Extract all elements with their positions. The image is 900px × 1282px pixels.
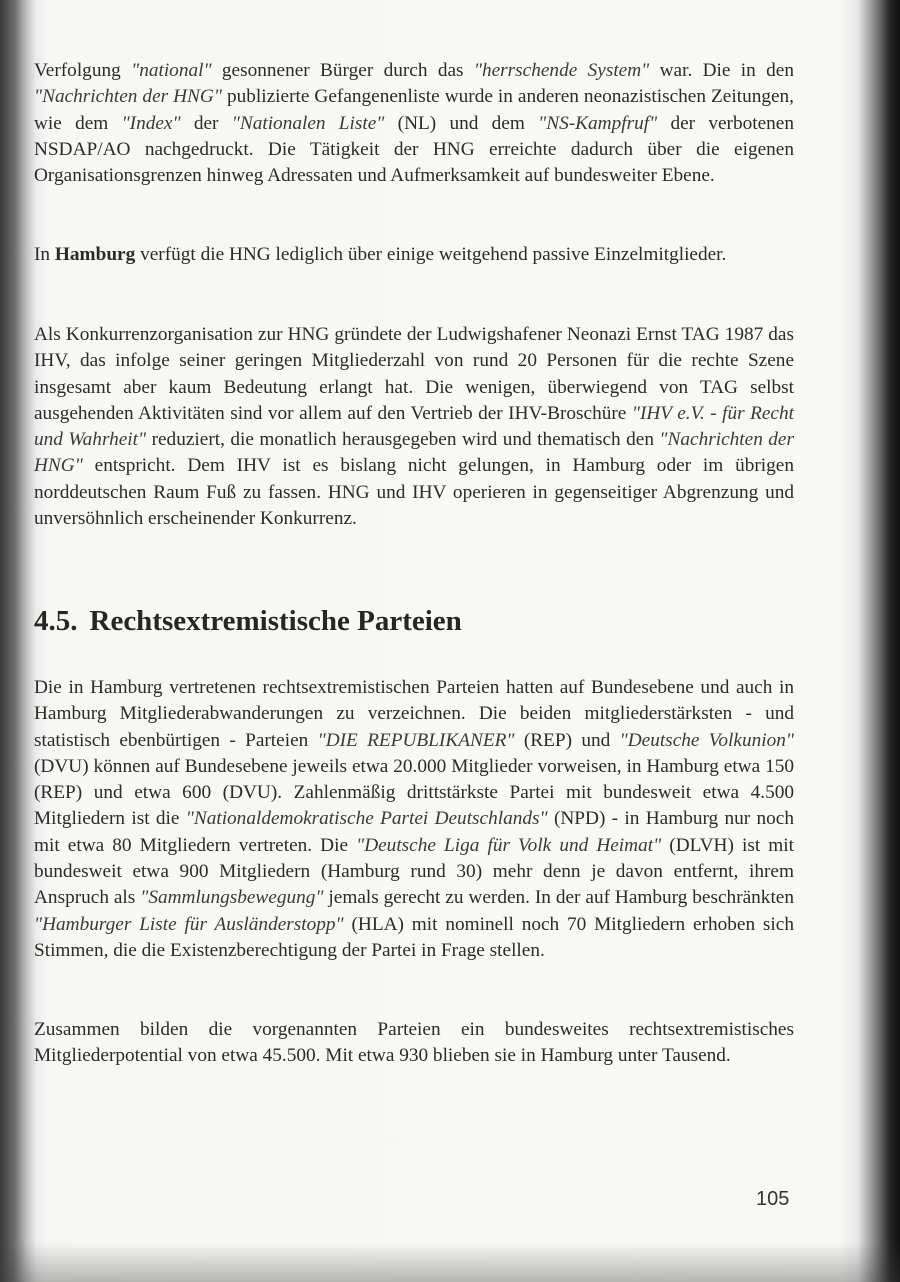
section-number: 4.5. — [34, 605, 78, 637]
page-number: 105 — [756, 1188, 790, 1210]
paragraph-hamburg-hng: In Hamburg verfügt die HNG lediglich über einige weitgehend passive Einzelmitglieder. — [34, 244, 727, 265]
paragraph-summary: Zusammen bilden die vorgenannten Parteien ein bundesweites rechtsextremistisches Mitgliederpotential von etwa 45.500. Mit etwa 930 blieben sie in Hamburg unter Tausend. — [34, 1019, 794, 1067]
section-heading — [34, 605, 474, 638]
scan-shadow — [0, 1242, 900, 1282]
section-title: Rechtsextremistische Parteien — [89, 605, 462, 637]
paragraph-parties: Die in Hamburg vertretenen rechtsextremistischen Parteien hatten auf Bundesebene und auch in Hamburg Mitgliederabwanderungen zu verzeichnen. Die beiden mitgliederstärksten - und statistisch ebenbürtigen - Parteien "DIE REPUBLIKANER" (REP) und "Deutsche Volkunion" (DVU) können auf Bundesebene jeweils etwa 20.000 Mitglieder vorweisen, in Hamburg etwa 150 (REP) und etwa 600 (DVU). Zahlenmäßig drittstärkste Partei mit bundesweit etwa 4.500 Mitgliedern ist die "Nationaldemokratische Partei Deutschlands" (NPD) - in Hamburg nur noch mit etwa 80 Mitgliedern vertreten. Die "Deutsche Liga für Volk und Heimat" (DLVH) ist mit bundesweit etwa 900 Mitgliedern (Hamburg rund 30) mehr denn je davon entfernt, ihrem Anspruch als "Sammlungsbewegung" jemals gerecht zu werden. In der auf Hamburg beschränkten "Hamburger Liste für Ausländerstopp" (HLA) mit nominell noch 70 Mitgliedern erhoben sich Stimmen, die die Existenzberechtigung der Partei in Frage stellen. — [34, 677, 795, 961]
paragraph-hng-prisoner-list: Verfolgung "national" gesonnener Bürger durch das "herrschende System" war. Die in den "Nachrichten der HNG" publizierte Gefangenenliste wurde in anderen neonazistischen Zeitungen, wie dem "Index" der "Nationalen Liste" (NL) und dem "NS-Kampfruf" der verbotenen NSDAP/AO nachgedruckt. Die Tätigkeit der HNG erreichte dadurch über die eigenen Organisationsgrenzen hinweg Adressaten und Aufmerksamkeit auf bundesweiter Ebene. — [34, 60, 795, 187]
paragraph-ihv: Als Konkurrenzorganisation zur HNG gründete der Ludwigshafener Neonazi Ernst TAG 1987 das IHV, das infolge seiner geringen Mitgliederzahl von rund 20 Personen für die rechte Szene insgesamt aber kaum Bedeutung erlangt hat. Die wenigen, überwiegend von TAG selbst ausgehenden Aktivitäten sind vor allem auf den Vertrieb der IHV-Broschüre "IHV e.V. - für Recht und Wahrheit" reduziert, die monatlich herausgegeben wird und thematisch den "Nachrichten der HNG" entspricht. Dem IHV ist es bislang nicht gelungen, in Hamburg oder im übrigen norddeutschen Raum Fuß zu fassen. HNG und IHV operieren in gegenseitiger Abgrenzung und unversöhnlich erscheinender Konkurrenz. — [34, 324, 794, 530]
